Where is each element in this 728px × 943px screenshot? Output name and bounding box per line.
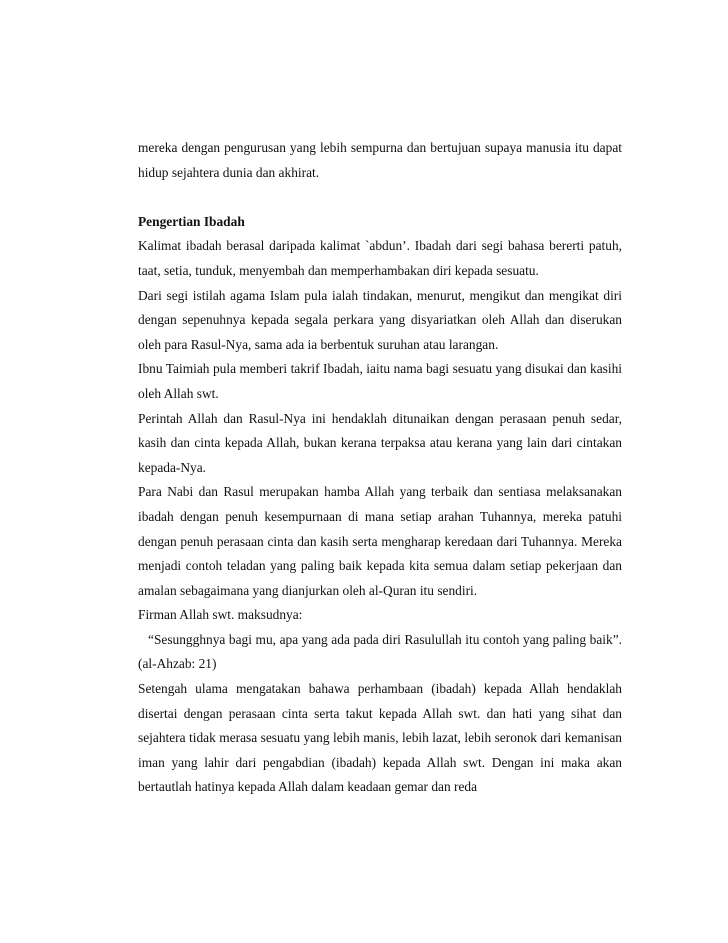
intro-paragraph: mereka dengan pengurusan yang lebih sempurna dan bertujuan supaya manusia itu dapat hidup sejahtera dunia dan akhirat. <box>138 140 622 180</box>
paragraph-firman: Firman Allah swt. maksudnya: <box>138 607 303 623</box>
paragraph-definition-language: Kalimat ibadah berasal daripada kalimat `abdun’. Ibadah dari segi bahasa bererti patuh, taat, setia, tunduk, menyembah dan memperhambakan diri kepada sesuatu. <box>138 238 622 278</box>
paragraph-command: Perintah Allah dan Rasul-Nya ini hendaklah ditunaikan dengan perasaan penuh sedar, kasih dan cinta kepada Allah, bukan kerana terpaksa atau kerana yang lain dari cintakan kepada-Nya. <box>138 410 622 475</box>
paragraph-ibnu-taimiah: Ibnu Taimiah pula memberi takrif Ibadah, iaitu nama bagi sesuatu yang disukai dan kasihi oleh Allah swt. <box>138 361 622 401</box>
paragraph-spacer <box>138 185 622 210</box>
paragraph-prophets: Para Nabi dan Rasul merupakan hamba Allah yang terbaik dan sentiasa melaksanakan ibadah dengan penuh kesempurnaan di mana setiap arahan Tuhannya, mereka patuhi dengan penuh perasaan cinta dan kasih serta mengharap keredaan dari Tuhannya. Mereka menjadi contoh teladan yang paling baik kepada kita semua dalam setiap pekerjaan dan amalan sebagaimana yang dianjurkan oleh al-Quran itu sendiri. <box>138 484 622 598</box>
section-heading: Pengertian Ibadah <box>138 213 245 229</box>
quran-quote: “Sesungghnya bagi mu, apa yang ada pada diri Rasulullah itu contoh yang paling baik”. (al-Ahzab: 21) <box>138 631 622 672</box>
paragraph-definition-islam: Dari segi istilah agama Islam pula ialah tindakan, menurut, mengikut dan mengikat diri dengan sepenuhnya kepada segala perkara yang disyariatkan oleh Allah dan diserukan oleh para Rasul-Nya, sama ada ia berbentuk suruhan atau larangan. <box>138 287 622 352</box>
document-body <box>138 136 622 800</box>
closing-paragraph: Setengah ulama mengatakan bahawa perhambaan (ibadah) kepada Allah hendaklah disertai dengan perasaan cinta serta takut kepada Allah swt. dan hati yang sihat dan sejahtera tidak merasa sesuatu yang lebih manis, lebih lazat, lebih seronok dari kemanisan iman yang lahir dari pengabdian (ibadah) kepada Allah swt. Dengan ini maka akan bertautlah hatinya kepada Allah dalam keadaan gemar dan reda <box>138 681 622 795</box>
